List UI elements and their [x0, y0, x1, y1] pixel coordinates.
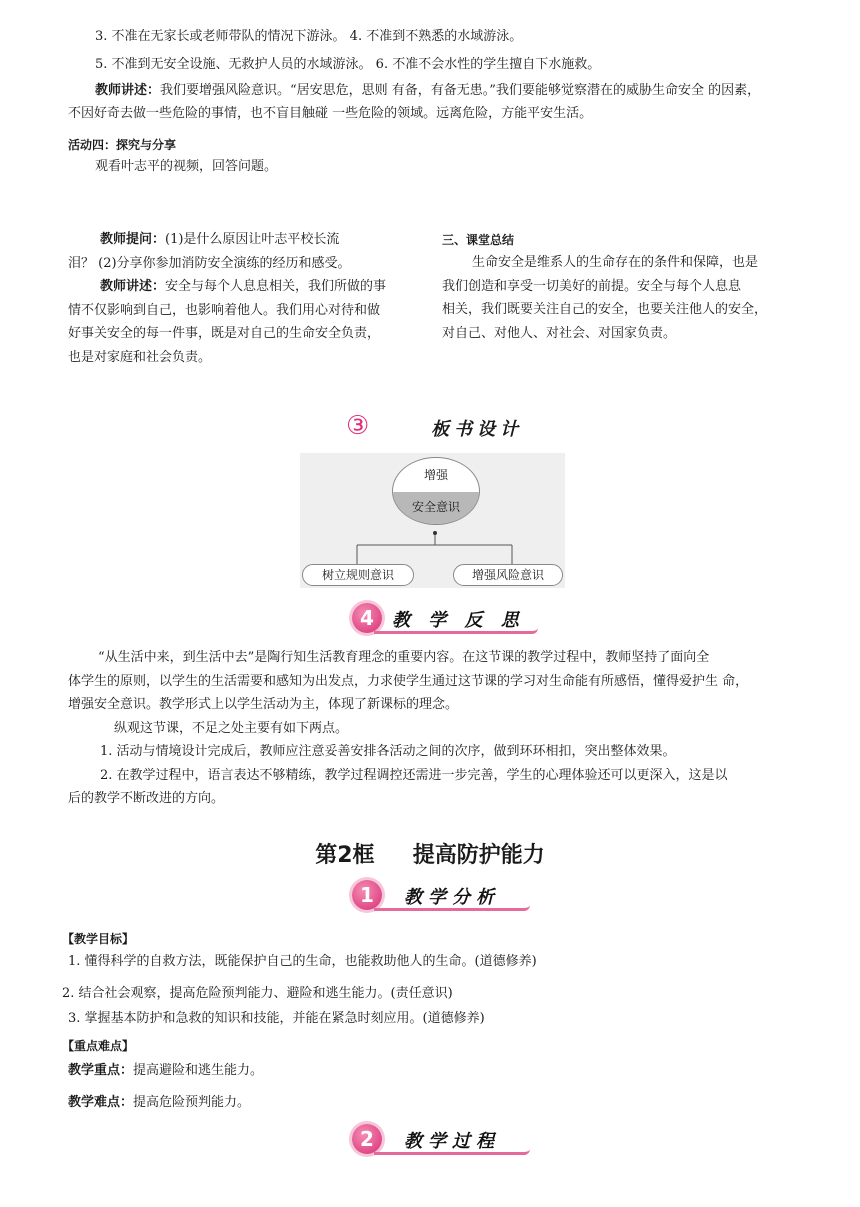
teaching-focus [68, 1062, 263, 1080]
core-top-label: 增强 [423, 468, 448, 482]
reflection-body [68, 646, 748, 811]
reflection-p3: 1. 活动与情境设计完成后，教师应注意妥善安排各活动之间的次序，做到环环相扣，突出整体效果。 [100, 744, 676, 759]
teacher-lecture-label: 教师讲述： [95, 83, 161, 98]
teaching-process-banner [352, 1124, 530, 1158]
teacher-answer-line-4: 也是对家庭和社会负责。 [68, 349, 212, 365]
teacher-question-line-2: 泪？ (2)分享你参加消防安全演练的经历和感受。 [68, 255, 351, 271]
reflection-title: 教 学 反 思 [392, 610, 525, 631]
class-summary-heading: 三、课堂总结 [442, 233, 515, 247]
teaching-goals-heading: 【教学目标】 [62, 932, 135, 946]
branch-risk-awareness: 增强风险意识 [453, 564, 563, 586]
rule-line-3-4: 3. 不准在无家长或老师带队的情况下游泳。 4. 不准到不熟悉的水域游泳。 [95, 29, 523, 44]
section-number-1: 1 [352, 880, 382, 910]
reflection-p1-line-3: 增强安全意识。教学形式上以学生活动为主，体现了新课标的理念。 [68, 697, 459, 712]
teaching-analysis-title: 教学分析 [404, 887, 500, 908]
teaching-difficulty [68, 1094, 250, 1112]
board-diagram [300, 453, 565, 588]
teaching-difficulty-text: 提高危险预判能力。 [133, 1095, 251, 1110]
summary-line-1: 生命安全是维系人的生命存在的条件和保障，也是 [472, 255, 759, 270]
teaching-focus-text: 提高避险和逃生能力。 [133, 1063, 264, 1078]
teacher-lecture-text-2: 不因好奇去做一些危险的事情，也不盲目触碰 一些危险的领域。远离危险，方能平安生活。 [68, 106, 593, 121]
teacher-lecture-text-1: 我们要增强风险意识。“居安思危，思则 有备，有备无患。”我们要能够觉察潜在的威胁生命安全 的因素， [160, 83, 761, 98]
branch-rule-awareness: 树立规则意识 [302, 564, 414, 586]
summary-line-3: 相关，我们既要关注自己的安全，也要关注他人的安全， [442, 302, 768, 317]
teacher-answer-label: 教师讲述： [100, 279, 166, 294]
teaching-focus-label: 教学重点： [68, 1063, 134, 1078]
teaching-process-title: 教学过程 [404, 1131, 500, 1152]
reflection-p4-line-1: 2. 在教学过程中，语言表达不够精练，教学过程调控还需进一步完善，学生的心理体验还可以更深入，这是以 [100, 767, 728, 783]
summary-line-2: 我们创造和享受一切美好的前提。安全与每个人息息 [442, 278, 742, 294]
section-number-3: ③ [346, 411, 370, 441]
section-number-4: 4 [352, 603, 382, 633]
reflection-p1-line-2: 体学生的原则，以学生的生活需要和感知为出发点，力求使学生通过这节课的学习对生命能有所感悟，懂得爱护生 命， [68, 673, 749, 689]
goal-3: 3. 掌握基本防护和急救的知识和技能，并能在紧急时刻应用。(道德修养) [68, 1011, 485, 1026]
teacher-question-line-1 [68, 228, 418, 252]
right-column [442, 231, 802, 345]
rule-line-5-6: 5. 不准到无安全设施、无救护人员的水域游泳。 6. 不准不会水性的学生擅自下水施救。 [95, 57, 601, 72]
core-label: 安全意识 [411, 500, 460, 514]
goal-2: 2. 结合社会观察，提高危险预判能力、避险和逃生能力。(责任意识) [62, 986, 453, 1001]
teacher-question-text-1: (1)是什么原因让叶志平校长流 [165, 232, 340, 247]
reflection-banner [352, 603, 538, 637]
reflection-p2: 纵观这节课，不足之处主要有如下两点。 [114, 720, 349, 736]
teacher-answer-text-1: 安全与每个人息息相关，我们所做的事 [165, 279, 387, 294]
key-points-heading: 【重点难点】 [62, 1039, 135, 1053]
activity-four-text: 观看叶志平的视频，回答问题。 [95, 159, 278, 174]
teacher-lecture-1 [95, 82, 760, 100]
summary-line-4: 对自己、对他人、对社会、对国家负责。 [442, 325, 677, 341]
reflection-p1-line-1: “从生活中来，到生活中去”是陶行知生活教育理念的重要内容。在这节课的教学过程中，教师坚持了面向全 [98, 650, 710, 665]
board-design-title: 板书设计 [431, 419, 523, 440]
reflection-p4-line-2: 后的教学不断改进的方向。 [68, 791, 225, 806]
teaching-analysis-banner [352, 880, 530, 914]
teaching-difficulty-label: 教学难点： [68, 1095, 134, 1110]
left-column [68, 228, 418, 369]
activity-four-heading: 活动四：探究与分享 [68, 138, 177, 152]
chapter-title: 第2框 提高防护能力 [315, 843, 545, 868]
teacher-question-label: 教师提问： [100, 232, 166, 247]
teacher-answer-line-3: 好事关安全的每一件事，既是对自己的生命安全负责， [68, 326, 381, 341]
board-design-banner [346, 411, 546, 445]
teacher-answer-line-2: 情不仅影响到自己，也影响着他人。我们用心对待和做 [68, 302, 381, 318]
teacher-answer-line-1 [68, 275, 418, 299]
section-number-2: 2 [352, 1124, 382, 1154]
goal-1: 1. 懂得科学的自救方法，既能保护自己的生命，也能救助他人的生命。(道德修养) [68, 954, 537, 969]
